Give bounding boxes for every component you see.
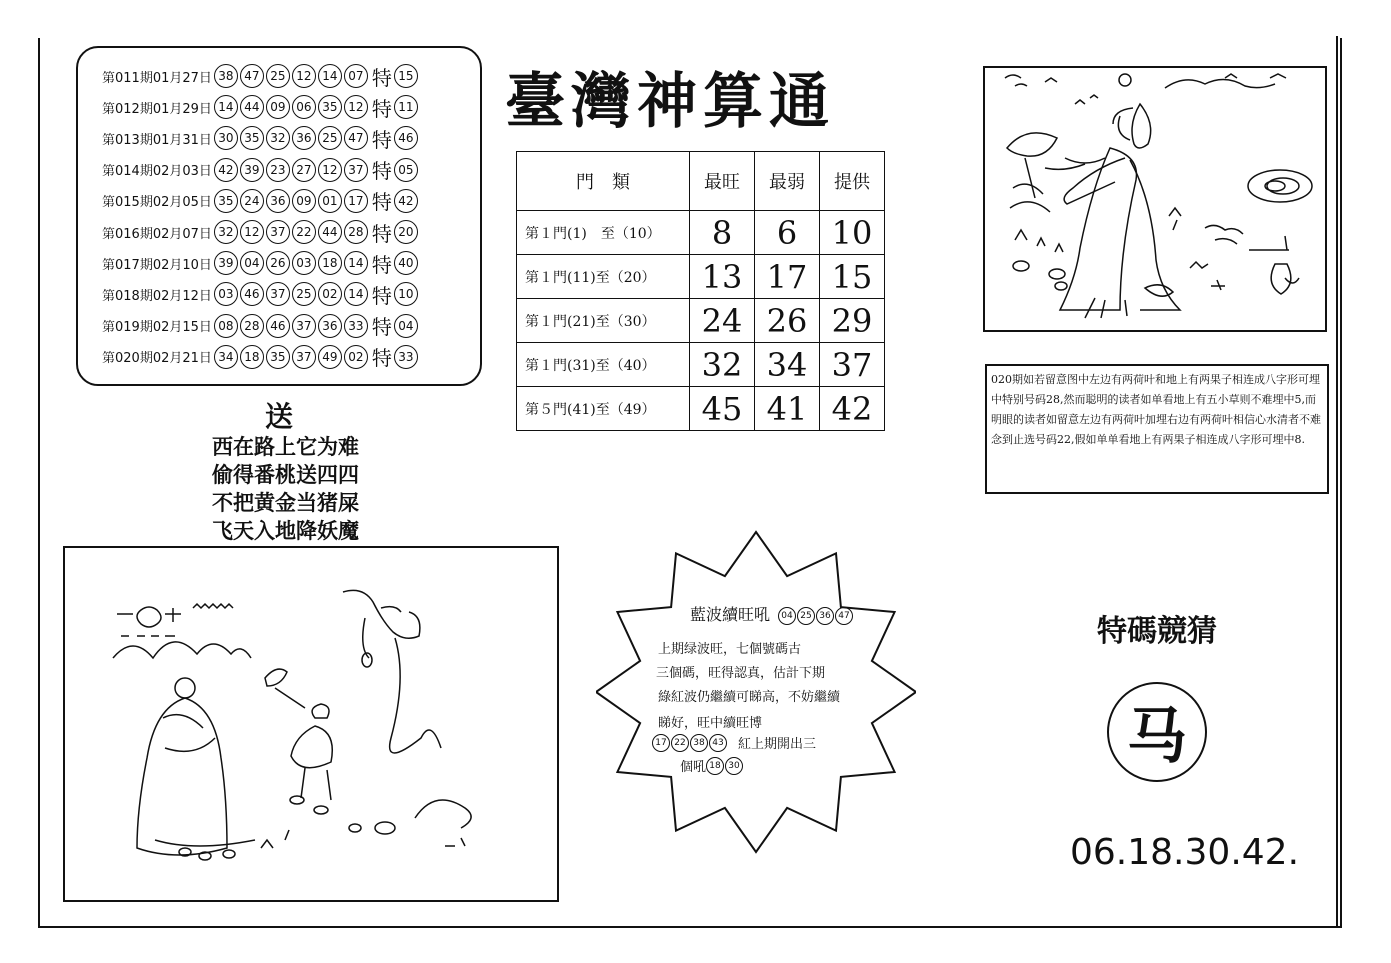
number-ball: 22 xyxy=(292,220,316,244)
number-ball: 24 xyxy=(240,189,264,213)
number-ball: 04 xyxy=(240,251,264,275)
table-header: 門 類 xyxy=(517,152,690,211)
number-ball: 47 xyxy=(835,607,853,625)
number-ball: 14 xyxy=(344,282,368,306)
number-ball: 44 xyxy=(240,95,264,119)
number-ball: 12 xyxy=(240,220,264,244)
number-ball: 35 xyxy=(214,189,238,213)
number-ball: 37 xyxy=(266,220,290,244)
poem-title: 送 xyxy=(265,400,294,433)
number-ball: 12 xyxy=(292,64,316,88)
number-ball: 37 xyxy=(292,345,316,369)
table-row xyxy=(517,211,885,255)
poem-line: 西在路上它为难 xyxy=(212,434,359,459)
number-ball: 01 xyxy=(318,189,342,213)
number-ball: 25 xyxy=(318,126,342,150)
history-label: 第016期02月07日 xyxy=(102,226,212,242)
special-ball: 46 xyxy=(394,126,418,150)
number-ball: 18 xyxy=(318,251,342,275)
number-ball: 37 xyxy=(292,314,316,338)
history-label: 第013期01月31日 xyxy=(102,132,212,148)
number-ball: 02 xyxy=(344,345,368,369)
number-ball: 35 xyxy=(240,126,264,150)
special-marker: 特 xyxy=(371,221,392,246)
page-title: 臺灣神算通 xyxy=(505,67,835,137)
star-title: 藍波續旺吼 xyxy=(690,605,771,624)
row-label: 第１門(1) 至（10） xyxy=(517,211,690,255)
star-text-line: 綠紅波仍繼續可睇高，不妨繼續 xyxy=(658,690,841,705)
lady-drawing xyxy=(985,68,1325,330)
special-ball: 10 xyxy=(394,282,418,306)
number-ball: 25 xyxy=(292,282,316,306)
row-label: 第１門(21)至（30） xyxy=(517,299,690,343)
history-panel xyxy=(76,46,482,386)
number-ball: 09 xyxy=(292,189,316,213)
number-ball: 23 xyxy=(266,158,290,182)
history-row xyxy=(102,249,420,277)
star-red-row xyxy=(652,733,816,752)
number-ball: 17 xyxy=(652,734,670,752)
cell-least: 17 xyxy=(755,255,820,299)
number-ball: 28 xyxy=(344,220,368,244)
history-row xyxy=(102,218,420,246)
special-ball: 20 xyxy=(394,220,418,244)
number-ball: 36 xyxy=(816,607,834,625)
poem-line: 偷得番桃送四四 xyxy=(212,462,359,487)
cell-offer: 37 xyxy=(820,343,885,387)
number-ball: 28 xyxy=(240,314,264,338)
number-ball: 22 xyxy=(671,734,689,752)
cell-offer: 15 xyxy=(820,255,885,299)
number-ball: 37 xyxy=(266,282,290,306)
star-title-row xyxy=(690,602,854,625)
row-label: 第１門(31)至（40） xyxy=(517,343,690,387)
star-red-text: 紅上期開出三 xyxy=(738,737,817,752)
number-ball: 36 xyxy=(292,126,316,150)
star-last-row xyxy=(680,756,744,775)
number-ball: 25 xyxy=(797,607,815,625)
history-row xyxy=(102,93,420,121)
history-row xyxy=(102,280,420,308)
number-ball: 03 xyxy=(292,251,316,275)
special-ball: 33 xyxy=(394,345,418,369)
cell-most: 45 xyxy=(690,387,755,431)
number-ball: 39 xyxy=(240,158,264,182)
special-ball: 42 xyxy=(394,189,418,213)
number-ball: 36 xyxy=(266,189,290,213)
table-header: 最弱 xyxy=(755,152,820,211)
number-ball: 42 xyxy=(214,158,238,182)
number-ball: 08 xyxy=(214,314,238,338)
number-ball: 27 xyxy=(292,158,316,182)
history-row xyxy=(102,156,420,184)
number-ball: 12 xyxy=(344,95,368,119)
cell-least: 41 xyxy=(755,387,820,431)
number-ball: 38 xyxy=(214,64,238,88)
number-ball: 46 xyxy=(240,282,264,306)
number-ball: 12 xyxy=(318,158,342,182)
number-ball: 49 xyxy=(318,345,342,369)
special-marker: 特 xyxy=(371,96,392,121)
number-ball: 36 xyxy=(318,314,342,338)
star-last-prefix: 個吼 xyxy=(680,760,707,775)
star-last-numbers xyxy=(706,757,744,775)
number-ball: 18 xyxy=(706,757,724,775)
special-animal: 马 xyxy=(1107,682,1207,782)
number-ball: 47 xyxy=(240,64,264,88)
number-ball: 06 xyxy=(292,95,316,119)
history-label: 第017期02月10日 xyxy=(102,257,212,273)
table-row xyxy=(517,299,885,343)
number-ball: 46 xyxy=(266,314,290,338)
cell-offer: 42 xyxy=(820,387,885,431)
number-ball: 14 xyxy=(318,64,342,88)
row-label: 第５門(41)至（49） xyxy=(517,387,690,431)
history-row xyxy=(102,124,420,152)
number-ball: 35 xyxy=(266,345,290,369)
category-table xyxy=(516,151,885,431)
table-row xyxy=(517,255,885,299)
special-marker: 特 xyxy=(371,65,392,90)
cell-least: 26 xyxy=(755,299,820,343)
special-ball: 05 xyxy=(394,158,418,182)
special-guess-title: 特碼競猜 xyxy=(1097,614,1217,649)
poem-line: 不把黄金当猪屎 xyxy=(212,490,359,515)
number-ball: 17 xyxy=(344,189,368,213)
number-ball: 30 xyxy=(725,757,743,775)
history-label: 第019期02月15日 xyxy=(102,320,212,336)
number-ball: 33 xyxy=(344,314,368,338)
row-label: 第１門(11)至（20） xyxy=(517,255,690,299)
cell-most: 8 xyxy=(690,211,755,255)
number-ball: 43 xyxy=(709,734,727,752)
number-ball: 25 xyxy=(266,64,290,88)
history-label: 第012期01月29日 xyxy=(102,101,212,117)
star-text-line: 上期绿波旺，七個號碼古 xyxy=(658,642,802,657)
history-label: 第015期02月05日 xyxy=(102,195,212,211)
table-row xyxy=(517,343,885,387)
number-ball: 03 xyxy=(214,282,238,306)
special-marker: 特 xyxy=(371,252,392,277)
hint-note: 020期如若留意图中左边有两荷叶和地上有两果子相连成八字形可埋中特别号码28,然而聪明的读者如单看地上有五小草则不难埋中5,而明眼的读者如留意左边有两荷叶加埋右边有两荷叶相信心水清者不难念到止选号码22,假如单单看地上有两果子相连成八字形可埋中8. xyxy=(991,373,1321,446)
number-ball: 32 xyxy=(214,220,238,244)
cell-most: 24 xyxy=(690,299,755,343)
history-row xyxy=(102,343,420,371)
history-row xyxy=(102,312,420,340)
poem xyxy=(212,433,359,545)
number-ball: 07 xyxy=(344,64,368,88)
cell-offer: 10 xyxy=(820,211,885,255)
history-row xyxy=(102,187,420,215)
number-ball: 26 xyxy=(266,251,290,275)
special-ball: 40 xyxy=(394,251,418,275)
cell-most: 32 xyxy=(690,343,755,387)
poem-line: 飞天入地降妖魔 xyxy=(212,518,359,543)
number-ball: 47 xyxy=(344,126,368,150)
monk-illustration xyxy=(63,546,559,902)
number-ball: 14 xyxy=(344,251,368,275)
star-text-line: 睇好，旺中續旺博 xyxy=(658,716,763,731)
number-ball: 39 xyxy=(214,251,238,275)
number-ball: 04 xyxy=(778,607,796,625)
number-ball: 09 xyxy=(266,95,290,119)
table-row xyxy=(517,387,885,431)
cell-least: 34 xyxy=(755,343,820,387)
history-label: 第020期02月21日 xyxy=(102,351,212,367)
special-marker: 特 xyxy=(371,190,392,215)
cell-least: 6 xyxy=(755,211,820,255)
number-ball: 18 xyxy=(240,345,264,369)
lady-illustration xyxy=(983,66,1327,332)
history-row xyxy=(102,62,420,90)
special-marker: 特 xyxy=(371,159,392,184)
number-ball: 44 xyxy=(318,220,342,244)
history-label: 第018期02月12日 xyxy=(102,288,212,304)
star-red-numbers xyxy=(652,734,728,752)
table-header: 提供 xyxy=(820,152,885,211)
special-marker: 特 xyxy=(371,127,392,152)
special-ball: 04 xyxy=(394,314,418,338)
history-label: 第014期02月03日 xyxy=(102,164,212,180)
special-marker: 特 xyxy=(371,346,392,371)
cell-offer: 29 xyxy=(820,299,885,343)
star-text-line: 三個碼，旺得認真，估計下期 xyxy=(656,666,826,681)
number-ball: 32 xyxy=(266,126,290,150)
number-ball: 35 xyxy=(318,95,342,119)
number-ball: 02 xyxy=(318,282,342,306)
number-ball: 34 xyxy=(214,345,238,369)
cell-most: 13 xyxy=(690,255,755,299)
star-title-numbers xyxy=(778,603,854,625)
special-marker: 特 xyxy=(371,283,392,308)
hint-note-box xyxy=(985,364,1329,494)
number-ball: 38 xyxy=(690,734,708,752)
special-marker: 特 xyxy=(371,315,392,340)
number-ball: 14 xyxy=(214,95,238,119)
special-ball: 15 xyxy=(394,64,418,88)
number-ball: 30 xyxy=(214,126,238,150)
monk-drawing xyxy=(65,548,557,900)
special-ball: 11 xyxy=(394,95,418,119)
number-ball: 37 xyxy=(344,158,368,182)
history-label: 第011期01月27日 xyxy=(102,70,212,86)
special-numbers: 06.18.30.42. xyxy=(1070,832,1300,873)
table-header: 最旺 xyxy=(690,152,755,211)
